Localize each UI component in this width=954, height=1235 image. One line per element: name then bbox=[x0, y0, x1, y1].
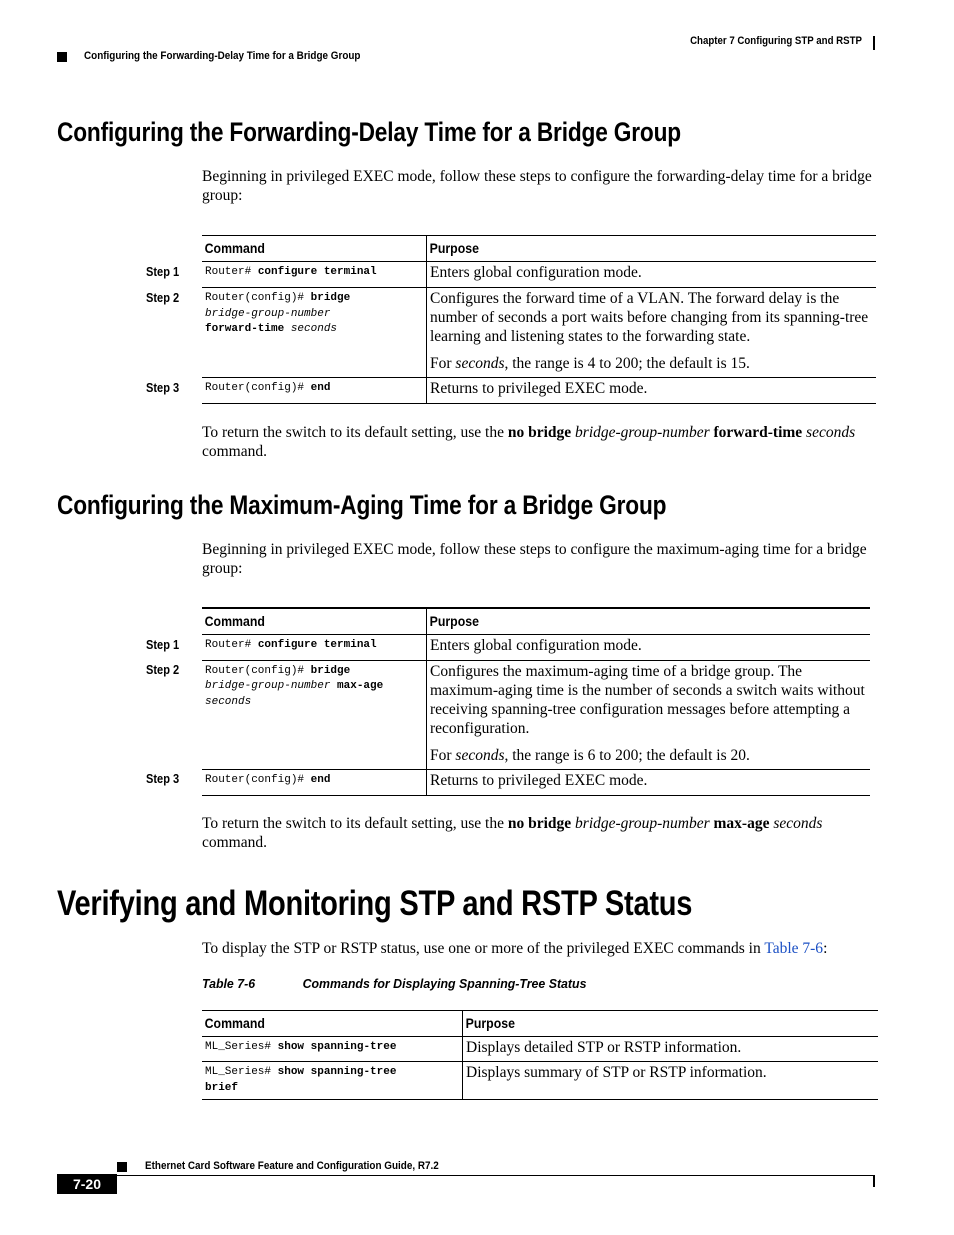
step-label: Step 2 bbox=[146, 662, 180, 677]
section-title-max-age: Configuring the Maximum-Aging Time for a Bridge Group bbox=[57, 490, 667, 520]
section-title-verify: Verifying and Monitoring STP and RSTP Status bbox=[57, 884, 693, 923]
step-label: Step 1 bbox=[146, 264, 180, 279]
table-row bbox=[202, 1062, 878, 1100]
column-header-command: Command bbox=[202, 236, 427, 262]
footer-guide-title: Ethernet Card Software Feature and Configuration Guide, R7.2 bbox=[145, 1160, 439, 1172]
purpose-cell: Returns to privileged EXEC mode. bbox=[430, 380, 648, 397]
section-title-forward-delay: Configuring the Forwarding-Delay Time for a Bridge Group bbox=[57, 117, 681, 147]
table-caption: Table 7-6 Commands for Displaying Spanning-Tree Status bbox=[202, 976, 587, 991]
footer-square-marker bbox=[117, 1162, 127, 1172]
page-number: 7-20 bbox=[57, 1174, 117, 1194]
command-cell: ML_Series# show spanning-tree bbox=[202, 1037, 463, 1062]
table-row bbox=[202, 378, 876, 404]
table-row bbox=[202, 769, 870, 795]
table-row bbox=[202, 660, 870, 769]
header-square-marker bbox=[57, 52, 67, 62]
table-row bbox=[202, 634, 870, 660]
column-header-purpose: Purpose bbox=[429, 240, 479, 256]
step-label: Step 3 bbox=[146, 771, 180, 786]
command-cell: Router# configure terminal bbox=[202, 262, 427, 288]
table-row bbox=[202, 262, 876, 288]
footer-rule-mark bbox=[873, 1175, 875, 1187]
spanning-tree-commands-table bbox=[202, 1010, 878, 1100]
table-row bbox=[202, 288, 876, 378]
section-intro-max-age: Beginning in privileged EXEC mode, follow these steps to configure the maximum-aging time for a bridge group: bbox=[202, 541, 867, 577]
purpose-cell: Displays summary of STP or RSTP information. bbox=[466, 1064, 767, 1081]
column-header-command: Command bbox=[202, 608, 427, 634]
purpose-cell: Configures the forward time of a VLAN. The forward delay is the number of seconds a port waits before changing from its spanning-tree learning and listening states to the forwarding state. For seconds, the range is 4 to 200; the default is 15. bbox=[430, 290, 869, 372]
step-label: Step 1 bbox=[146, 637, 180, 652]
running-header-chapter: Chapter 7 Configuring STP and RSTP bbox=[690, 35, 862, 47]
purpose-cell: Enters global configuration mode. bbox=[430, 636, 642, 654]
header-rule-mark bbox=[873, 36, 875, 50]
running-header-section: Configuring the Forwarding-Delay Time for a Bridge Group bbox=[84, 50, 361, 62]
step-label: Step 2 bbox=[146, 290, 180, 305]
command-cell: Router(config)# bridge bridge-group-number max-age seconds bbox=[202, 660, 427, 769]
command-cell: Router(config)# bridge bridge-group-number forward-time seconds bbox=[202, 288, 427, 378]
purpose-cell: Returns to privileged EXEC mode. bbox=[430, 771, 648, 789]
purpose-cell: Configures the maximum-aging time of a bridge group. The maximum-aging time is the number of seconds a switch waits without receiving spanning-tree configuration messages before attempting a reconfiguration. For seconds, the range is 6 to 200; the default is 20. bbox=[430, 662, 865, 764]
column-header-command: Command bbox=[202, 1011, 463, 1037]
return-default-note: To return the switch to its default setting, use the no bridge bridge-group-number max-age seconds command. bbox=[202, 815, 823, 851]
purpose-cell: Enters global configuration mode. bbox=[430, 264, 642, 281]
table-7-6-link[interactable]: Table 7-6 bbox=[764, 940, 824, 957]
section-intro-verify: To display the STP or RSTP status, use one or more of the privileged EXEC commands in Table 7-6: bbox=[202, 940, 828, 957]
forward-delay-steps-table bbox=[202, 235, 876, 404]
table-row bbox=[202, 1037, 878, 1062]
command-cell: ML_Series# show spanning-tree brief bbox=[202, 1062, 463, 1100]
command-cell: Router(config)# end bbox=[202, 378, 427, 404]
step-label: Step 3 bbox=[146, 380, 180, 395]
footer-rule bbox=[117, 1175, 874, 1176]
max-age-steps-table bbox=[202, 607, 870, 796]
command-cell: Router# configure terminal bbox=[202, 634, 427, 660]
purpose-cell: Displays detailed STP or RSTP information. bbox=[466, 1039, 742, 1056]
command-cell: Router(config)# end bbox=[202, 769, 427, 795]
return-default-note: To return the switch to its default setting, use the no bridge bridge-group-number forward-time seconds command. bbox=[202, 424, 856, 460]
column-header-purpose: Purpose bbox=[465, 1015, 515, 1031]
column-header-purpose: Purpose bbox=[429, 613, 479, 629]
section-intro-forward-delay: Beginning in privileged EXEC mode, follow these steps to configure the forwarding-delay time for a bridge group: bbox=[202, 168, 872, 204]
